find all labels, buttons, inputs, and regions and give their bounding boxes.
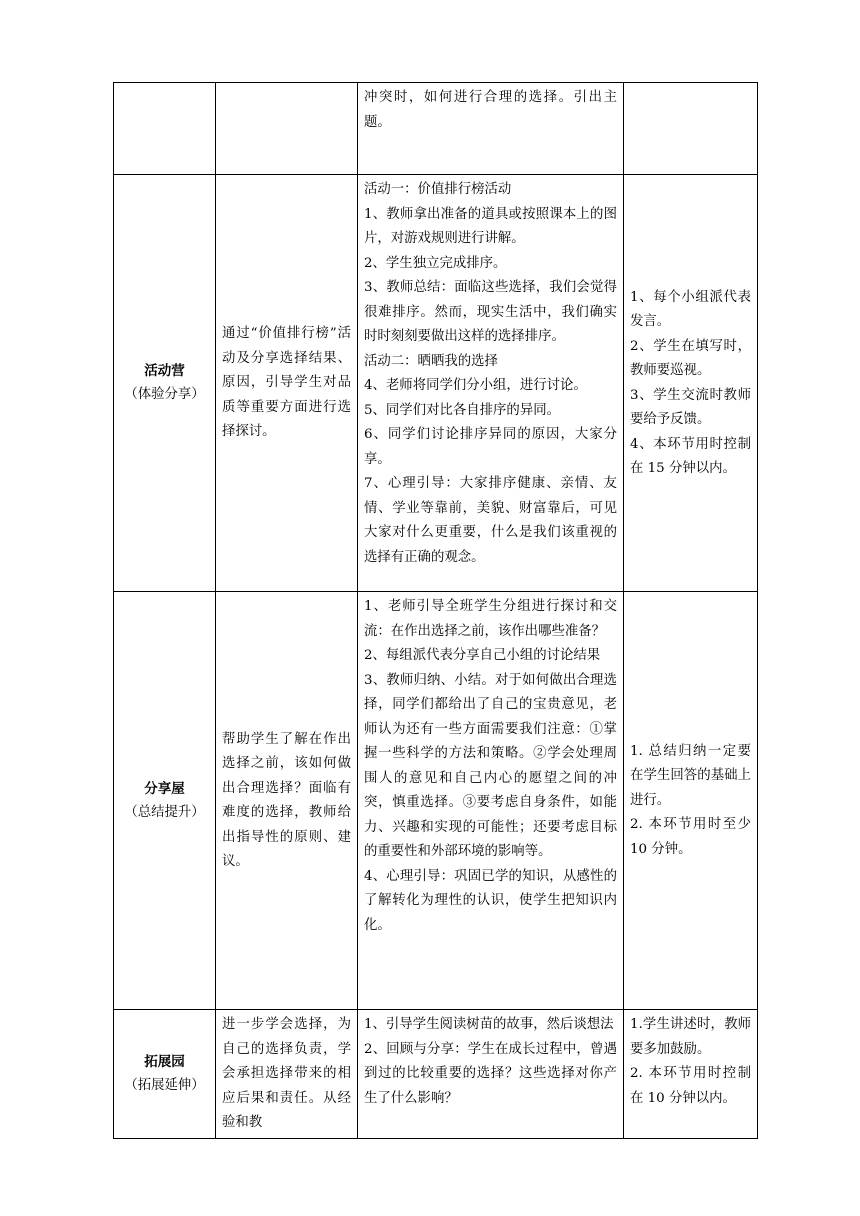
activity-line: 1、引导学生阅读树苗的故事，然后谈想法 xyxy=(364,1017,614,1032)
note-line: 3、学生交流时教师要给予反馈。 xyxy=(630,387,751,427)
stage-name: 分享屋 xyxy=(144,780,185,797)
activity-line: 1、老师引导全班学生分组进行探讨和交流：在作出选择之前，该作出哪些准备？ xyxy=(364,599,617,639)
stage-cell xyxy=(114,1010,216,1139)
notes-cell xyxy=(624,83,758,175)
activity-line: 活动二：晒晒我的选择 xyxy=(364,353,498,369)
goal-cell xyxy=(216,592,358,1010)
activity-line: 2、每组派代表分享自己小组的讨论结果 xyxy=(364,648,601,663)
goal-cell xyxy=(216,83,358,175)
stage-subtitle: （拓展延伸） xyxy=(124,1077,205,1093)
stage-cell xyxy=(114,83,216,175)
notes-cell xyxy=(624,175,758,592)
table-row xyxy=(114,175,758,592)
stage-subtitle: （体验分享） xyxy=(124,387,205,402)
activity-line: 6、同学们讨论排序异同的原因，大家分享。 xyxy=(364,427,617,467)
table-row xyxy=(114,592,758,1010)
table-row xyxy=(114,1010,758,1139)
note-line: 2、学生在填写时，教师要巡视。 xyxy=(630,338,751,378)
goal-cell xyxy=(216,175,358,592)
note-line: 1、每个小组派代表发言。 xyxy=(630,289,751,329)
stage-name: 活动营 xyxy=(144,363,185,379)
activities-cell xyxy=(358,592,624,1010)
goal-text: 进一步学会选择，为自己的选择负责，学会承担选择带来的相应后果和责任。从经验和教 xyxy=(222,1017,351,1130)
activity-line: 4、心理引导：巩固已学的知识，从感性的了解转化为理性的认识，使学生把知识内化。 xyxy=(364,868,617,933)
note-line: 2. 本环节用时控制在 10 分钟以内。 xyxy=(630,1066,751,1106)
note-line: 2. 本环节用时至少 10 分钟。 xyxy=(630,817,751,857)
notes-cell xyxy=(624,592,758,1010)
stage-cell xyxy=(114,592,216,1010)
activities-cell xyxy=(358,83,624,175)
note-line: 4、本环节用时控制在 15 分钟以内。 xyxy=(630,436,751,476)
stage-subtitle: （总结提升） xyxy=(124,804,205,820)
stage-name: 拓展园 xyxy=(144,1053,185,1070)
activity-line: 7、心理引导：大家排序健康、亲情、友情、学业等靠前，美貌、财富靠后，可见大家对什么更重要，什么是我们该重视的选择有正确的观念。 xyxy=(364,476,617,565)
activities-cell xyxy=(358,1010,624,1139)
activity-line: 冲突时，如何进行合理的选择。引出主题。 xyxy=(364,90,617,130)
table-row xyxy=(114,83,758,175)
activities-cell xyxy=(358,175,624,592)
stage-cell xyxy=(114,175,216,592)
goal-cell xyxy=(216,1010,358,1139)
goal-text: 通过“价值排行榜”活动及分享选择结果、原因，引导学生对品质等重要方面进行选择探讨。 xyxy=(222,326,351,440)
activity-line: 2、回顾与分享：学生在成长过程中，曾遇到过的比较重要的选择？这些选择对你产生了什么影响？ xyxy=(364,1041,617,1106)
note-line: 1.学生讲述时，教师要多加鼓励。 xyxy=(630,1017,751,1057)
activity-line: 3、教师归纳、小结。对于如何做出合理选择，同学们都给出了自己的宝贵意见，老师认为还有一些方面需要我们注意：①掌握一些科学的方法和策略。②学会处理周围人的意见和自己内心的愿望之间的冲突，慎重选择。③要考虑自身条件，如能力、兴趣和实现的可能性；还要考虑目标的重要性和外部环境的影响等。 xyxy=(364,672,617,859)
note-line: 1. 总结归纳一定要在学生回答的基础上进行。 xyxy=(630,743,751,808)
lesson-plan-table xyxy=(113,82,758,1139)
activity-line: 1、教师拿出准备的道具或按照课本上的图片，对游戏规则进行讲解。 xyxy=(364,206,617,246)
notes-cell xyxy=(624,1010,758,1139)
activity-line: 3、教师总结：面临这些选择，我们会觉得很难排序。然而，现实生活中，我们确实时时刻刻要做出这样的选择排序。 xyxy=(364,280,617,344)
activity-line: 2、学生独立完成排序。 xyxy=(364,255,507,271)
activity-line: 4、老师将同学们分小组，进行讨论。 xyxy=(364,378,587,393)
activity-line: 5、同学们对比各自排序的异同。 xyxy=(364,402,560,418)
goal-text: 帮助学生了解在作出选择之前，该如何做出合理选择？面临有难度的选择，教师给出指导性的原则、建议。 xyxy=(222,731,351,869)
activity-line: 活动一：价值排行榜活动 xyxy=(364,182,512,197)
